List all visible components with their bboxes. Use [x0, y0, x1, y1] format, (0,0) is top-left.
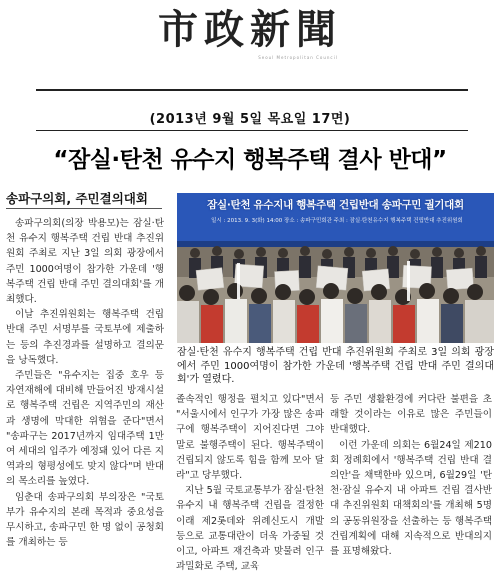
paragraph: 주민들은 "유수지는 집중 호우 등 자연재해에 대비해 만들어진 방재시설로 행복주택 건립은 지역주민의 재산과 생명에 막대한 위협을 준다"면서 "송파구는 2017년까지 임대주택 1만여 세대의 입주가 예정돼 있어 다른 지역과의 형평성에도 맞지 않다"며 반대의 목소리를 높였다.	[6, 370, 164, 488]
issue-date: (2013년 9월 5일 목요일 17면)	[149, 112, 351, 127]
date-rule	[36, 130, 468, 131]
newspaper-tagline: Seoul Metropolitan Council	[258, 55, 338, 60]
article-column-2	[176, 392, 324, 573]
paragraph: 송파구의회(의장 박용모)는 잠실·탄천 유수지 행복주택 건립 반대 추진위원회 주최로 지난 3일 의회 광장에서 주민 1000여명이 참가한 가운데 '행복주택 건립 반대 주민 결의대회'를 개최했다.	[6, 218, 164, 306]
masthead	[0, 8, 500, 58]
paragraph: 지난 5월 국토교통부가 잠실·탄천 유수지 내 행복주택 건립을 결정한 이래 제2롯데와 위례신도시 개발 등으로 교통대란이 더욱 가중될 것이고, 아파트 재건축과 맞물려 인구 과밀화로 주택, 교육	[176, 485, 324, 573]
paragraph: 이런 가운데 의회는 6월24일 제210회 정례회에서 '행복주택 건립 반대 결의안'을 채택한바 있으며, 6월29일 '탄천·잠실 유수지 내 아파트 건립 결사반대 추진위원회 대책회의'를 개최해 5명의 공동위원장을 선출하는 등 행복주택 건립계획에 대해 지속적으로 반대의지를 표명해왔다.	[330, 439, 492, 558]
newspaper-name: 市政新聞	[158, 6, 342, 53]
subhead-underline	[6, 208, 162, 209]
article-column-1	[6, 216, 164, 552]
article-headline: “잠실·탄천 유수지 행복주택 결사 반대”	[53, 147, 447, 173]
banner-subtitle: 일시 : 2013. 9. 3(화) 14:00 장소 : 송파구민회관 주최 : 잠실·탄천유수지 행복주택 건립반대 추진위원회	[211, 218, 463, 224]
paragraph: 이날 추진위원회는 행복주택 건립 반대 주민 서명부를 국토부에 제출하는 등의 추진경과를 설명하고 결의문을 낭독했다.	[6, 309, 164, 366]
top-rule	[36, 89, 468, 91]
photo-caption: 잠실·탄천 유수지 행복주택 건립 반대 추진위원회 주최로 3일 의회 광장에서 주민 1000여명이 참가한 가운데 '행복주택 건립 반대 주민 결의대회'가 열렸다.	[177, 347, 494, 385]
paragraph: 졸속적인 행정을 펼치고 있다"면서 "서울시에서 인구가 가장 많은 송파구에 행복주택이 지어진다면 그야말로 불행주택이 된다. 행복주택이 건립되지 않도록 힘을 함께 모아 달라"고 당부했다.	[176, 394, 324, 482]
article-subhead: 송파구의회, 주민결의대회	[6, 191, 148, 206]
article-column-3	[330, 392, 492, 558]
paragraph: 임춘대 송파구의회 부의장은 "국토부가 유수지의 본래 목적과 중요성을 무시하고, 송파구민 한 명 없이 공청회를 개최하는 등	[6, 491, 164, 549]
rally-photo	[177, 193, 494, 343]
paragraph: 등 주민 생활환경에 커다란 불편을 초래할 것이라는 이유로 많은 주민들이 반대했다.	[330, 394, 492, 436]
banner-title: 잠실·탄천 유수지내 행복주택 건립반대 송파구민 궐기대회	[207, 199, 464, 211]
